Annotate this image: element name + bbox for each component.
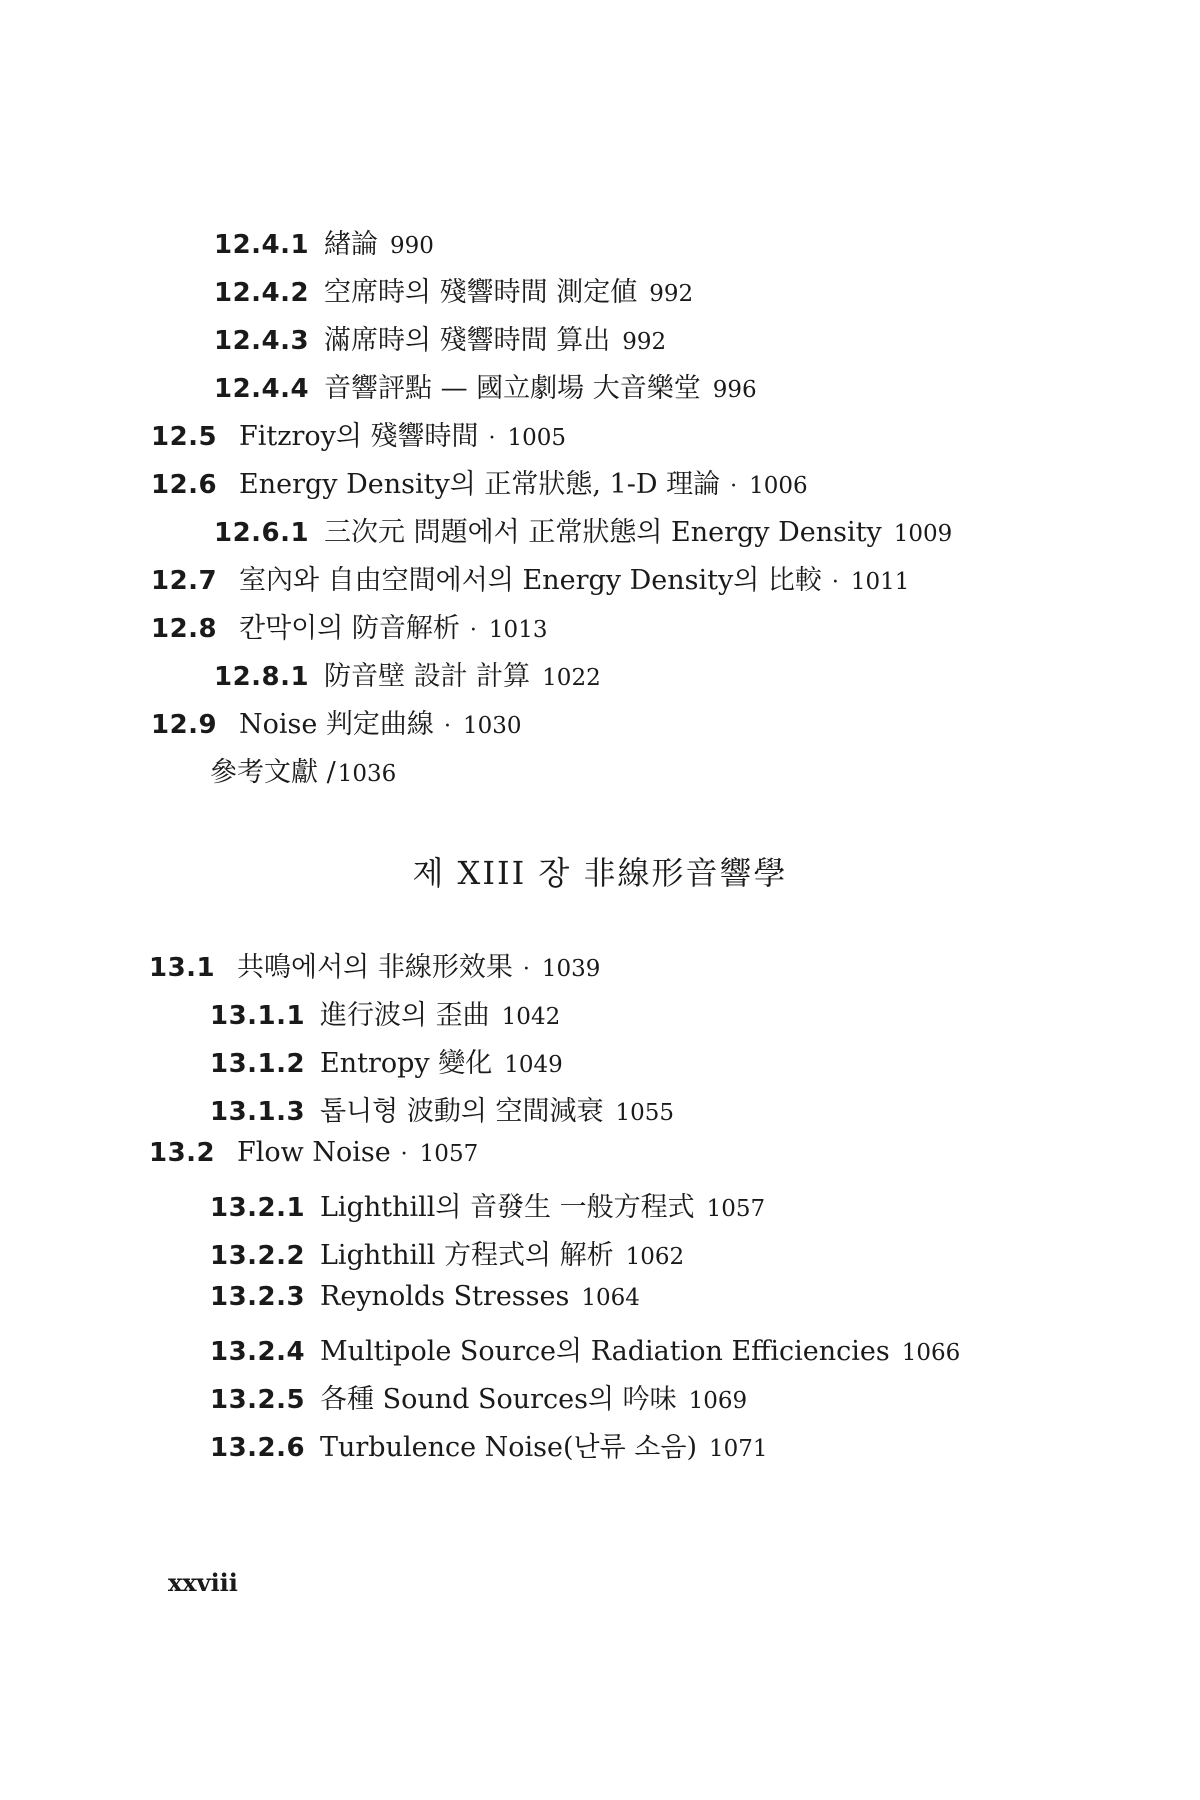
entry-title: Reynolds Stresses <box>320 1281 570 1312</box>
separator-dot: · <box>400 1142 408 1167</box>
entry-number: 13.1.3 <box>210 1097 306 1127</box>
entry-page: 1057 <box>419 1141 479 1167</box>
entry-title: 滿席時의 殘響時間 算出 <box>324 325 611 356</box>
toc-entry <box>210 1089 674 1129</box>
entry-number: 13.2.6 <box>210 1433 306 1463</box>
entry-number: 12.7 <box>151 566 218 596</box>
entry-page: 1011 <box>850 569 910 595</box>
toc-entry <box>210 1281 640 1321</box>
separator-dot: · <box>469 618 477 643</box>
entry-number: 12.5 <box>151 422 218 452</box>
entry-page: 1066 <box>901 1340 961 1366</box>
references-page: 1036 <box>337 761 397 787</box>
entry-number: 12.8.1 <box>214 662 310 692</box>
separator-dot: · <box>488 426 496 451</box>
entry-title: 防音壁 設計 計算 <box>324 661 531 692</box>
entry-title: 칸막이의 防音解析 <box>239 613 460 644</box>
toc-entry <box>151 558 909 598</box>
entry-page: 1006 <box>749 473 808 499</box>
toc-entry <box>210 1041 563 1081</box>
entry-page: 996 <box>712 377 757 403</box>
entry-number: 13.2 <box>149 1138 216 1168</box>
entry-number: 12.4.2 <box>214 278 310 308</box>
separator-dot: · <box>443 714 451 739</box>
entry-page: 1071 <box>709 1436 768 1462</box>
entry-title: Turbulence Noise(난류 소음) <box>320 1432 697 1463</box>
toc-entry <box>149 1137 478 1177</box>
entry-page: 1030 <box>462 713 522 739</box>
toc-entry <box>214 222 434 262</box>
entry-number: 13.2.2 <box>210 1241 306 1271</box>
entry-title: 空席時의 殘響時間 測定値 <box>324 277 638 308</box>
entry-number: 13.2.5 <box>210 1385 306 1415</box>
entry-title: Entropy 變化 <box>320 1048 493 1079</box>
entry-number: 12.6.1 <box>214 518 310 548</box>
chapter-heading: 제 XIII 장 非線形音響學 <box>412 854 788 892</box>
entry-number: 13.2.1 <box>210 1193 306 1223</box>
entry-title: 進行波의 歪曲 <box>320 1000 490 1031</box>
entry-page: 1042 <box>501 1004 561 1030</box>
entry-title: Lighthill 方程式의 解析 <box>320 1240 614 1271</box>
separator-dot: · <box>831 570 839 595</box>
entry-title: Lighthill의 音發生 一般方程式 <box>320 1192 695 1223</box>
entry-number: 12.4.3 <box>214 326 310 356</box>
separator-dot: · <box>730 474 738 499</box>
entry-page: 1039 <box>541 956 601 982</box>
entry-title: 緖論 <box>324 229 378 260</box>
entry-number: 12.4.1 <box>214 230 310 260</box>
entry-number: 13.1.1 <box>210 1001 306 1031</box>
entry-number: 12.4.4 <box>214 374 310 404</box>
entry-page: 1062 <box>625 1244 685 1270</box>
entry-title: 三次元 問題에서 正常狀態의 Energy Density <box>324 517 882 548</box>
separator-dot: · <box>522 957 530 982</box>
toc-entry <box>210 1377 747 1417</box>
entry-title: Fitzroy의 殘響時間 <box>239 421 479 452</box>
entry-title: 共鳴에서의 非線形效果 <box>237 952 513 983</box>
entry-title: 톱니형 波動의 空間減衰 <box>320 1096 604 1127</box>
footer-page-number: xxviii <box>168 1568 238 1597</box>
toc-entry <box>210 993 560 1033</box>
toc-entry <box>151 414 566 454</box>
entry-page: 1049 <box>504 1052 563 1078</box>
entry-page: 992 <box>649 281 694 307</box>
toc-entry <box>214 366 757 406</box>
entry-page: 990 <box>390 233 434 259</box>
toc-entry <box>149 945 600 985</box>
entry-number: 13.2.3 <box>210 1282 306 1312</box>
entry-number: 13.1.2 <box>210 1049 306 1079</box>
entry-number: 12.9 <box>151 710 218 740</box>
toc-entry <box>151 702 521 742</box>
toc-entry <box>210 1425 768 1465</box>
toc-entry <box>151 606 547 646</box>
entry-number: 12.8 <box>151 614 218 644</box>
entry-page: 1013 <box>488 617 548 643</box>
toc-entry <box>210 1185 765 1225</box>
toc-entry <box>214 510 952 550</box>
entry-title: 室內와 自由空間에서의 Energy Density의 比較 <box>239 565 822 596</box>
toc-entry <box>151 462 808 502</box>
entry-page: 1055 <box>615 1100 675 1126</box>
references-label: 參考文獻 / <box>210 757 336 788</box>
toc-entry <box>210 1329 960 1369</box>
entry-page: 1022 <box>542 665 601 691</box>
entry-page: 1005 <box>507 425 567 451</box>
entry-number: 13.1 <box>149 953 216 983</box>
entry-number: 12.6 <box>151 470 218 500</box>
toc-entry <box>214 318 666 358</box>
entry-title: Energy Density의 正常狀態, 1-D 理論 <box>239 469 721 500</box>
entry-page: 1064 <box>581 1285 640 1311</box>
entry-page: 1009 <box>893 521 953 547</box>
entry-page: 992 <box>622 329 667 355</box>
entry-page: 1069 <box>688 1388 748 1414</box>
entry-title: 各種 Sound Sources의 吟味 <box>320 1384 677 1415</box>
references-entry <box>210 750 396 790</box>
toc-entry <box>214 270 693 310</box>
entry-number: 13.2.4 <box>210 1337 306 1367</box>
toc-entry <box>210 1233 684 1273</box>
entry-page: 1057 <box>706 1196 766 1222</box>
entry-title: Flow Noise <box>237 1137 391 1168</box>
entry-title: Multipole Source의 Radiation Efficiencies <box>320 1336 890 1367</box>
entry-title: Noise 判定曲線 <box>239 709 434 740</box>
entry-title: 音響評點 — 國立劇場 大音樂堂 <box>324 373 701 404</box>
toc-entry <box>214 654 601 694</box>
